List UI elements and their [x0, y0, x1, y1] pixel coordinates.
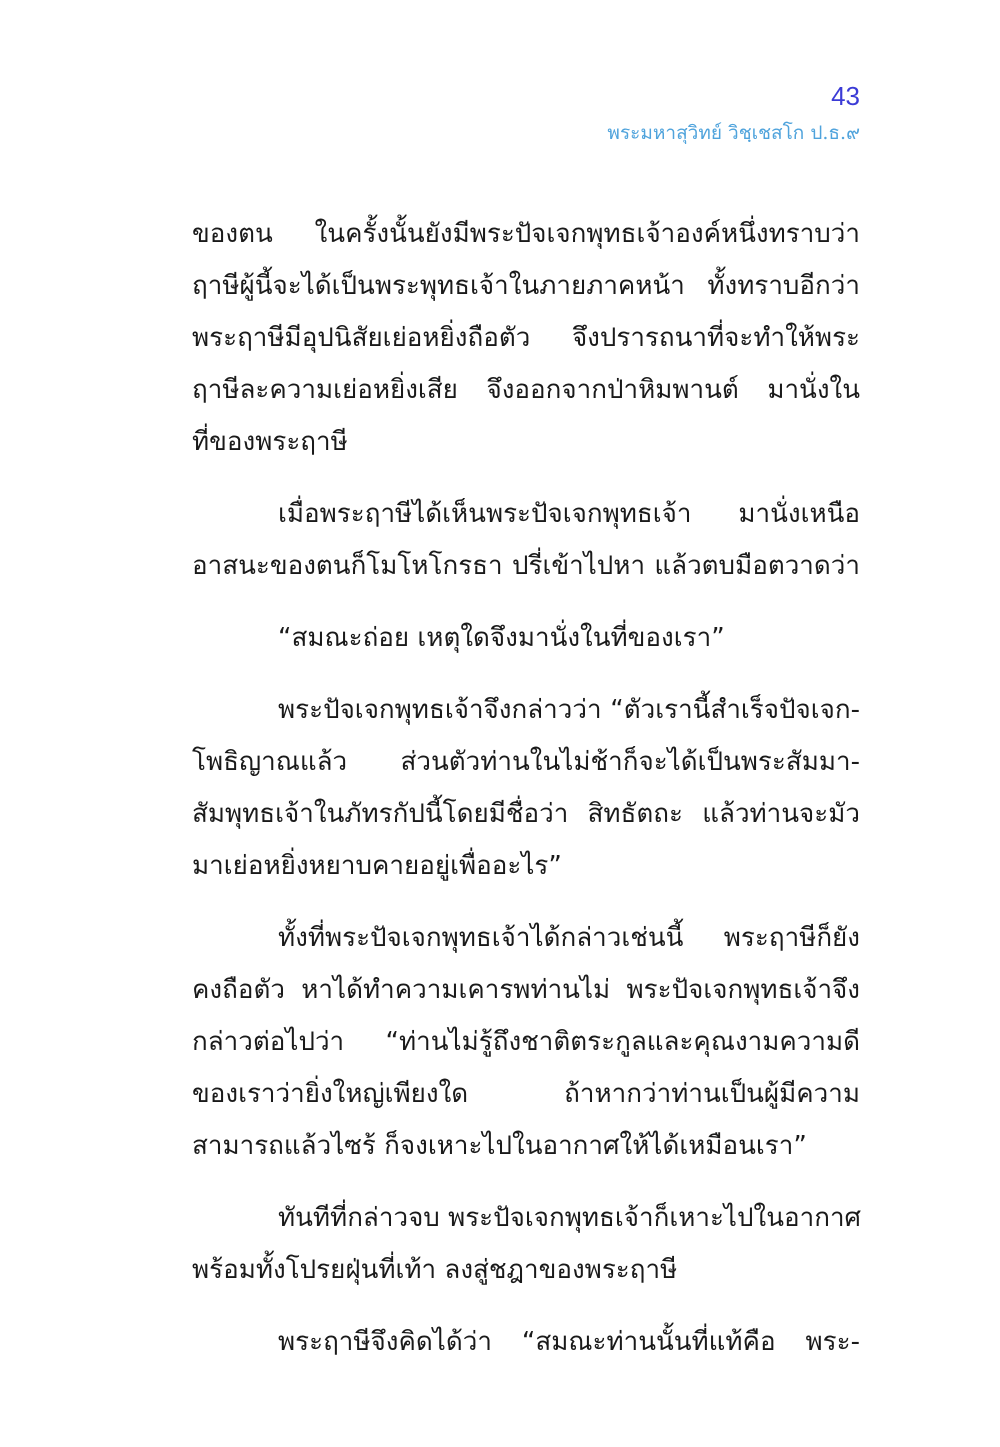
text-line: “สมณะถ่อย เหตุใดจึงมานั่งในที่ของเรา” [278, 623, 725, 653]
paragraph-4 [192, 684, 860, 892]
text-line: อาสนะของตนก็โมโหโกรธา ปรี่เข้าไปหา แล้วตบมือตวาดว่า [192, 551, 860, 581]
text-line: พร้อมทั้งโปรยฝุ่นที่เท้า ลงสู่ชฎาของพระฤาษี [192, 1255, 678, 1285]
paragraph-2 [192, 488, 860, 592]
page-header [607, 78, 860, 148]
text-line: คงถือตัว หาได้ทำความเคารพท่านไม่ พระปัจเจกพุทธเจ้าจึง [192, 975, 860, 1005]
text-line: กล่าวต่อไปว่า “ท่านไม่รู้ถึงชาติตระกูลและคุณงามความดี [192, 1027, 860, 1057]
paragraph-6 [192, 1192, 860, 1296]
paragraph-7 [192, 1316, 860, 1368]
paragraph-5 [192, 912, 860, 1172]
text-line: สามารถแล้วไซร้ ก็จงเหาะไปในอากาศให้ได้เหมือนเรา” [192, 1131, 807, 1161]
text-line: ทั้งที่พระปัจเจกพุทธเจ้าได้กล่าวเช่นนี้ พระฤาษีก็ยัง [278, 923, 860, 953]
text-line: ที่ของพระฤาษี [192, 427, 348, 457]
paragraph-3 [192, 612, 860, 664]
running-head: พระมหาสุวิทย์ วิชฺเชสโก ป.ธ.๙ [607, 122, 860, 144]
paragraph-1 [192, 208, 860, 468]
text-line: ของตน ในครั้งนั้นยังมีพระปัจเจกพุทธเจ้าองค์หนึ่งทราบว่า [192, 219, 860, 249]
text-line: สัมพุทธเจ้าในภัทรกัปนี้โดยมีชื่อว่า สิทธัตถะ แล้วท่านจะมัว [192, 799, 860, 829]
text-line: ฤาษีละความเย่อหยิ่งเสีย จึงออกจากป่าหิมพานต์ มานั่งใน [192, 375, 860, 405]
text-line: เมื่อพระฤาษีได้เห็นพระปัจเจกพุทธเจ้า มานั่งเหนือ [278, 499, 860, 529]
text-line: ทันทีที่กล่าวจบ พระปัจเจกพุทธเจ้าก็เหาะไปในอากาศ [278, 1203, 862, 1233]
text-line: พระฤาษีจึงคิดได้ว่า “สมณะท่านนั้นที่แท้คือ พระ- [278, 1327, 860, 1357]
text-line: โพธิญาณแล้ว ส่วนตัวท่านในไม่ช้าก็จะได้เป็นพระสัมมา- [192, 747, 860, 777]
page-number: 43 [831, 81, 860, 111]
text-line: พระฤาษีมีอุปนิสัยเย่อหยิ่งถือตัว จึงปรารถนาที่จะทำให้พระ [192, 323, 860, 353]
text-line: ฤาษีผู้นี้จะได้เป็นพระพุทธเจ้าในภายภาคหน้า ทั้งทราบอีกว่า [192, 271, 860, 301]
text-line: ของเราว่ายิ่งใหญ่เพียงใด ถ้าหากว่าท่านเป็นผู้มีความ [192, 1079, 860, 1109]
body-text [192, 208, 860, 1368]
text-line: พระปัจเจกพุทธเจ้าจึงกล่าวว่า “ตัวเรานี้สำเร็จปัจเจก- [278, 695, 860, 725]
text-line: มาเย่อหยิ่งหยาบคายอยู่เพื่ออะไร” [192, 851, 562, 881]
